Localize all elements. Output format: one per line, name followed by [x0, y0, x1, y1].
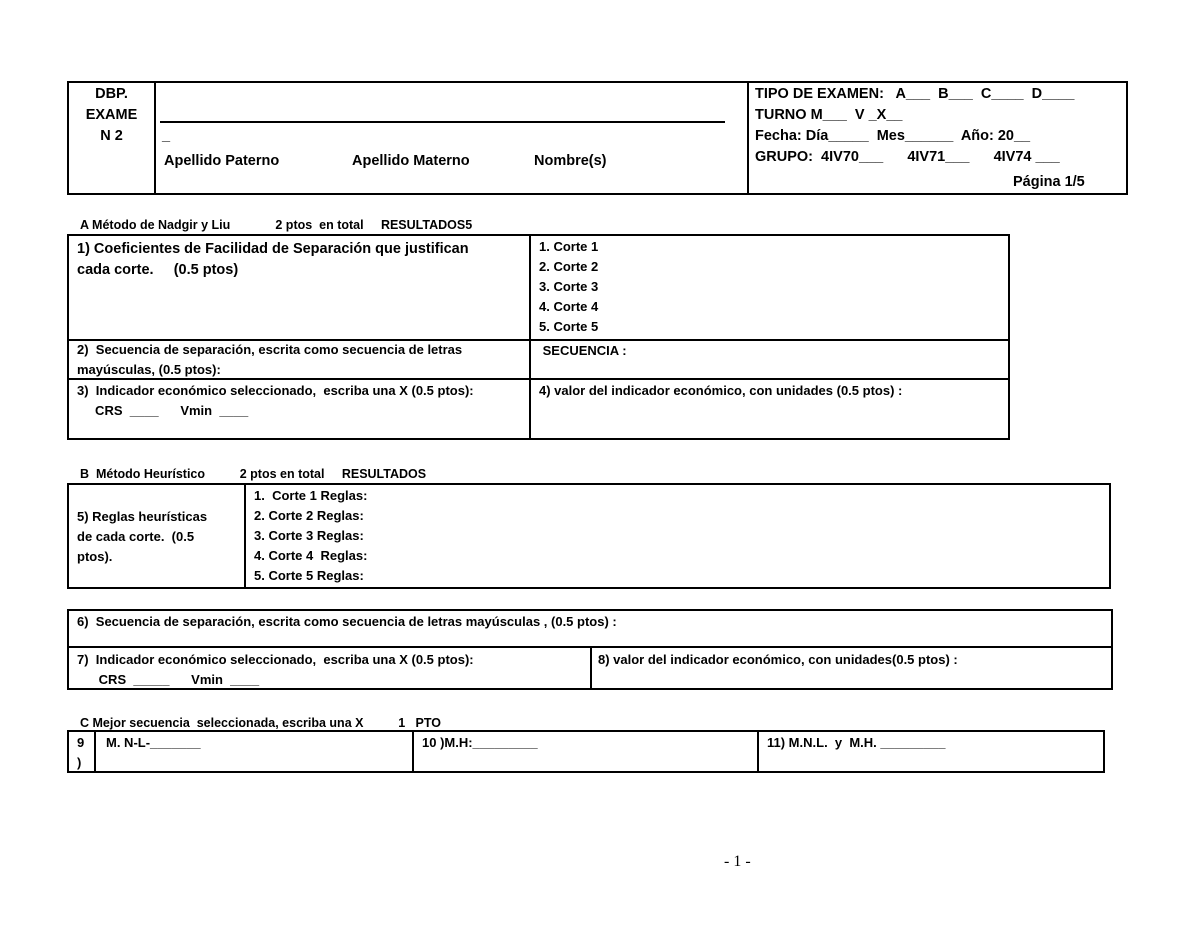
q9-number — [77, 733, 84, 773]
q2-line: mayúsculas, (0.5 ptos): — [77, 362, 221, 377]
section-c-heading: C Mejor secuencia seleccionada, escriba una X 1 PTO — [80, 716, 442, 730]
regla-item: 5. Corte 5 Reglas: — [254, 568, 364, 583]
name-underline — [160, 121, 725, 123]
header-divider-2 — [747, 81, 749, 195]
q11-text: 11) M.N.L. y M.H. _________ — [767, 735, 946, 750]
q4-text: 4) valor del indicador económico, con unidades (0.5 ptos) : — [539, 383, 903, 398]
q1-line: cada corte. (0.5 ptos) — [77, 262, 239, 278]
corte-item: 5. Corte 5 — [539, 319, 599, 334]
q8-text: 8) valor del indicador económico, con unidades(0.5 ptos) : — [598, 652, 958, 667]
dept-line: DBP. — [95, 86, 128, 102]
q3-line: 3) Indicador económico seleccionado, escriba una X (0.5 ptos): — [77, 383, 474, 398]
section-c-table — [67, 730, 1105, 773]
section-c-divider-2 — [412, 730, 414, 773]
corte-item: 4. Corte 4 — [539, 299, 599, 314]
label-nombres: Nombre(s) — [534, 153, 607, 169]
section-b-heading: B Método Heurístico 2 ptos en total RESULTADOS — [80, 467, 427, 481]
q9-text: M. N-L-_______ — [106, 735, 201, 750]
section-b-divider — [244, 483, 246, 589]
label-apellido-materno: Apellido Materno — [352, 153, 470, 169]
name-dash: _ — [162, 128, 171, 144]
q2-line: 2) Secuencia de separación, escrita como secuencia de letras — [77, 342, 463, 357]
q2-text — [77, 340, 462, 380]
q5-line: 5) Reglas heurísticas — [77, 509, 208, 524]
q9-number-line: ) — [77, 755, 82, 770]
grupo-line: GRUPO: 4IV70___ 4IV71___ 4IV74 ___ — [755, 149, 1060, 165]
q1-text — [77, 239, 525, 281]
q5-line: ptos). — [77, 549, 113, 564]
dept-line: EXAME — [85, 107, 138, 123]
corte-item: 1. Corte 1 — [539, 239, 599, 254]
section-c-divider-1 — [94, 730, 96, 773]
q10-text: 10 )M.H:_________ — [422, 735, 538, 750]
q7-line: CRS _____ Vmin ____ — [77, 672, 260, 687]
q5-line: de cada corte. (0.5 — [77, 529, 195, 544]
exam-info — [755, 84, 1125, 168]
regla-item: 3. Corte 3 Reglas: — [254, 528, 364, 543]
regla-item: 2. Corte 2 Reglas: — [254, 508, 364, 523]
section-b-table — [67, 483, 1111, 589]
reglas-list — [254, 486, 367, 586]
exam-type-line: TIPO DE EXAMEN: A___ B___ C____ D____ — [755, 86, 1075, 102]
label-apellido-paterno: Apellido Paterno — [164, 153, 280, 169]
q5-text — [77, 507, 207, 567]
page-number: - 1 - — [724, 853, 751, 870]
cortes-list — [539, 237, 598, 337]
regla-item: 1. Corte 1 Reglas: — [254, 488, 368, 503]
q6-text: 6) Secuencia de separación, escrita como secuencia de letras mayúsculas , (0.5 ptos) : — [77, 614, 617, 629]
fecha-line: Fecha: Día_____ Mes______ Año: 20__ — [755, 128, 1031, 144]
page-indicator: Página 1/5 — [1013, 174, 1085, 190]
q1-line: 1) Coeficientes de Facilidad de Separación que justifican — [77, 241, 469, 257]
regla-item: 4. Corte 4 Reglas: — [254, 548, 368, 563]
q7-q8-divider — [590, 646, 592, 690]
section-a-heading: A Método de Nadgir y Liu 2 ptos en total RESULTADOS5 — [80, 218, 473, 232]
q3-text — [77, 381, 474, 421]
section-a-divider — [529, 234, 531, 440]
dept-line: N 2 — [100, 128, 123, 144]
turno-line: TURNO M___ V _X__ — [755, 107, 903, 123]
corte-item: 2. Corte 2 — [539, 259, 599, 274]
section-c-divider-3 — [757, 730, 759, 773]
secuencia-label: SECUENCIA : — [539, 343, 627, 358]
dept-cell — [69, 84, 154, 147]
corte-item: 3. Corte 3 — [539, 279, 599, 294]
header-divider-1 — [154, 81, 156, 195]
q3-line: CRS ____ Vmin ____ — [77, 403, 249, 418]
q7-text — [77, 650, 474, 690]
q7-line: 7) Indicador económico seleccionado, escriba una X (0.5 ptos): — [77, 652, 474, 667]
q9-number-line: 9 — [77, 735, 85, 750]
